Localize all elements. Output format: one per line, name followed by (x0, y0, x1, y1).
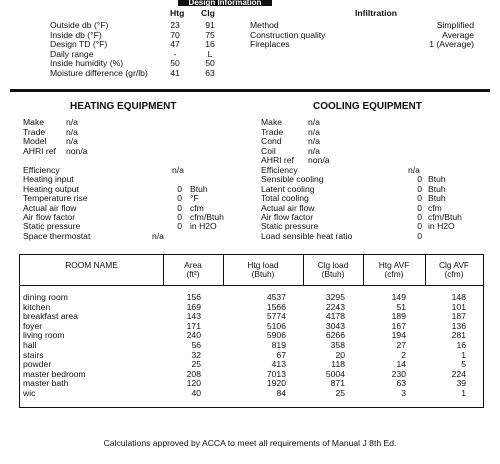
table-cell: 3 (401, 388, 406, 398)
column-header (363, 261, 425, 279)
table-cell: 224 (451, 368, 466, 379)
column-header-line1: Htg load (247, 260, 279, 270)
heating-id-label: Trade (23, 126, 46, 137)
design-row-label: Design TD (°F) (50, 39, 108, 50)
column-header-line2: (Btuh) (251, 269, 275, 279)
heating-spec-unit: cfm/Btuh (190, 212, 224, 222)
table-cell: 2 (401, 349, 406, 360)
design-clg-value: 75 (205, 29, 215, 40)
table-cell: 1566 (266, 301, 286, 312)
room-name: living room (23, 330, 65, 341)
table-cell: 208 (186, 368, 201, 379)
table-cell: 413 (271, 359, 286, 370)
table-cell: 2243 (325, 301, 345, 312)
cooling-id-value: n/a (308, 145, 320, 156)
table-cell: 101 (451, 301, 466, 312)
heating-spec-unit: cfm (190, 202, 204, 213)
htg-column-header: Htg (170, 8, 185, 18)
heating-id-value: n/a (66, 126, 78, 137)
cooling-id-value: non/a (308, 155, 330, 165)
design-row-label: Outside db (°F) (50, 20, 109, 30)
heating-spec-label: Heating output (23, 183, 79, 194)
heating-id-label: AHRI ref (23, 145, 56, 156)
heating-spec-unit: Btuh (190, 183, 208, 194)
column-header-line1: ROOM NAME (65, 260, 118, 270)
infiltration-value: 1 (Average) (429, 39, 474, 50)
table-cell: 40 (191, 388, 201, 398)
table-cell: 240 (186, 330, 201, 341)
heating-equipment-title: HEATING EQUIPMENT (70, 101, 177, 112)
table-cell: 5106 (266, 320, 286, 331)
heating-spec-value: 0 (177, 193, 182, 204)
cooling-id-value: n/a (308, 117, 320, 127)
table-row (20, 311, 485, 320)
design-row-label: Inside db (°F) (50, 29, 102, 40)
heating-efficiency-value: n/a (172, 165, 184, 175)
cooling-spec-value: 0 (417, 193, 422, 204)
table-cell: 6266 (325, 330, 345, 341)
thermostat-value: n/a (152, 230, 164, 241)
table-cell: 136 (451, 320, 466, 331)
table-cell: 56 (191, 340, 201, 350)
column-header-line1: Clg AVF (438, 260, 470, 270)
room-table (19, 254, 484, 408)
cooling-spec-value: 0 (417, 202, 422, 213)
cooling-spec-label: Actual air flow (261, 202, 315, 213)
table-cell: 1920 (266, 378, 286, 389)
cooling-spec-value: 0 (417, 183, 422, 194)
column-header-line2: (Btuh) (321, 269, 345, 279)
design-htg-value: 70 (170, 29, 180, 40)
cooling-efficiency-label: Efficiency (261, 165, 298, 175)
footer-note: Calculations approved by ACCA to meet all requirements of Manual J 8th Ed. (103, 438, 397, 448)
design-clg-value: 91 (205, 20, 215, 30)
design-htg-value: 50 (170, 58, 180, 69)
table-cell: 27 (396, 340, 406, 350)
design-clg-value: L (207, 48, 213, 59)
design-htg-value: 41 (170, 68, 180, 78)
cooling-id-value: n/a (308, 126, 320, 137)
design-clg-value: 16 (205, 39, 215, 50)
room-name: foyer (23, 320, 43, 331)
heating-spec-value: 0 (177, 183, 182, 194)
cooling-spec-value: 0 (417, 212, 422, 222)
room-name: stairs (23, 349, 44, 360)
heating-spec-label: Heating input (23, 174, 74, 185)
table-cell: 25 (191, 359, 201, 370)
infiltration-title: Infiltration (355, 8, 398, 18)
infiltration-label: Method (250, 20, 279, 30)
cooling-id-label: AHRI ref (261, 155, 294, 165)
table-row (20, 302, 485, 311)
cooling-equipment-title: COOLING EQUIPMENT (313, 101, 422, 112)
table-row (20, 359, 485, 368)
table-cell: 5 (461, 359, 466, 370)
cooling-spec-label: Static pressure (261, 221, 319, 232)
design-clg-value: 50 (205, 58, 215, 69)
table-cell: 39 (456, 378, 466, 389)
room-name: breakfast area (23, 311, 78, 322)
table-cell: 189 (391, 311, 406, 322)
cooling-spec-unit: cfm (428, 202, 442, 213)
cooling-id-label: Coil (261, 145, 276, 156)
table-row (20, 321, 485, 330)
cooling-spec-label: Total cooling (261, 193, 309, 204)
table-cell: 167 (391, 320, 406, 331)
table-cell: 3043 (325, 320, 345, 331)
room-name: dining room (23, 292, 68, 302)
table-header-divider (20, 285, 483, 286)
table-cell: 4178 (325, 311, 345, 322)
cooling-spec-label: Load sensible heat ratio (261, 230, 353, 241)
table-row (20, 350, 485, 359)
table-row (20, 330, 485, 339)
column-header-line1: Area (184, 260, 202, 270)
heating-spec-value: 0 (177, 221, 182, 232)
table-cell: 63 (396, 378, 406, 389)
table-cell: 169 (186, 301, 201, 312)
design-htg-value: - (173, 48, 177, 59)
table-cell: 3295 (325, 292, 345, 302)
infiltration-label: Construction quality (250, 29, 326, 40)
cooling-efficiency-value: n/a (408, 165, 420, 175)
heating-id-label: Make (23, 117, 45, 127)
cooling-spec-unit: Btuh (428, 193, 446, 204)
table-cell: 156 (186, 292, 201, 302)
design-htg-value: 47 (170, 39, 180, 50)
room-name: master bath (23, 378, 69, 389)
column-header (303, 261, 363, 279)
table-row (20, 369, 485, 378)
table-cell: 32 (191, 349, 201, 360)
room-name: wic (23, 388, 36, 398)
table-cell: 118 (331, 359, 345, 370)
table-cell: 4537 (266, 292, 286, 302)
heating-efficiency-label: Efficiency (23, 165, 60, 175)
design-row-label: Moisture difference (gr/lb) (50, 68, 148, 78)
section-header: Design Information (178, 0, 272, 6)
column-header-line1: Htg AVF (378, 260, 410, 270)
column-header-line2: (ft²) (186, 269, 200, 279)
heating-id-value: n/a (66, 136, 78, 146)
column-header (20, 261, 163, 270)
table-row (20, 340, 485, 349)
table-row (20, 292, 485, 301)
table-cell: 1 (461, 349, 466, 360)
cooling-id-label: Trade (261, 126, 284, 137)
heating-spec-value: 0 (177, 212, 182, 222)
cooling-spec-label: Sensible cooling (261, 174, 324, 185)
column-header-line1: Clg load (317, 260, 349, 270)
table-cell: 7013 (266, 368, 286, 379)
table-cell: 819 (271, 340, 286, 350)
room-name: kitchen (23, 301, 51, 312)
table-cell: 143 (186, 311, 201, 322)
table-cell: 171 (186, 320, 201, 331)
infiltration-label: Fireplaces (250, 39, 290, 50)
table-cell: 148 (451, 292, 466, 302)
cooling-id-label: Cond (261, 136, 282, 146)
design-row-label: Inside humidity (%) (50, 58, 124, 69)
table-cell: 14 (396, 359, 406, 370)
heating-spec-unit: in H2O (190, 221, 217, 232)
table-cell: 187 (451, 311, 466, 322)
table-cell: 51 (396, 301, 406, 312)
table-cell: 5774 (266, 311, 286, 322)
thermostat-label: Space thermostat (23, 230, 91, 241)
table-cell: 16 (456, 340, 466, 350)
table-cell: 871 (330, 378, 345, 389)
heating-spec-label: Temperature rise (23, 193, 88, 204)
table-cell: 1 (461, 388, 466, 398)
heating-spec-value: 0 (177, 202, 182, 213)
cooling-spec-label: Air flow factor (261, 212, 314, 222)
room-name: master bedroom (23, 368, 86, 379)
column-header-line2: (cfm) (444, 269, 464, 279)
cooling-spec-unit: in H2O (428, 221, 455, 232)
table-cell: 5906 (266, 330, 286, 341)
table-cell: 67 (276, 349, 286, 360)
heating-id-label: Model (23, 136, 47, 146)
heating-spec-label: Actual air flow (23, 202, 77, 213)
table-cell: 230 (391, 368, 406, 379)
heating-id-value: non/a (66, 145, 88, 156)
cooling-spec-value: 0 (417, 221, 422, 232)
heating-spec-unit: °F (190, 193, 199, 204)
cooling-spec-unit: cfm/Btuh (428, 212, 462, 222)
clg-column-header: Clg (201, 8, 215, 18)
table-row (20, 388, 485, 397)
table-row (20, 378, 485, 387)
heating-spec-label: Air flow factor (23, 212, 76, 222)
cooling-spec-label: Latent cooling (261, 183, 315, 194)
design-clg-value: 63 (205, 68, 215, 78)
heating-spec-label: Static pressure (23, 221, 81, 232)
divider (10, 89, 490, 92)
cooling-spec-unit: Btuh (428, 183, 446, 194)
column-header (425, 261, 483, 279)
infiltration-value: Average (442, 29, 474, 40)
table-cell: 358 (330, 340, 345, 350)
table-cell: 120 (186, 378, 201, 389)
table-cell: 194 (391, 330, 406, 341)
cooling-id-label: Make (261, 117, 283, 127)
cooling-spec-value: 0 (417, 230, 422, 241)
table-cell: 25 (335, 388, 345, 398)
room-name: hall (23, 340, 37, 350)
column-header (223, 261, 303, 279)
table-cell: 149 (391, 292, 406, 302)
room-name: powder (23, 359, 52, 370)
cooling-id-value: n/a (308, 136, 320, 146)
table-cell: 5004 (325, 368, 345, 379)
table-cell: 281 (451, 330, 466, 341)
design-row-label: Daily range (50, 48, 94, 59)
column-header-line2: (cfm) (384, 269, 404, 279)
table-cell: 20 (335, 349, 345, 360)
cooling-spec-unit: Btuh (428, 174, 446, 185)
cooling-spec-value: 0 (417, 174, 422, 185)
column-header (163, 261, 223, 279)
infiltration-value: Simplified (436, 20, 474, 30)
design-htg-value: 23 (170, 20, 180, 30)
table-cell: 84 (276, 388, 286, 398)
heating-id-value: n/a (66, 117, 78, 127)
